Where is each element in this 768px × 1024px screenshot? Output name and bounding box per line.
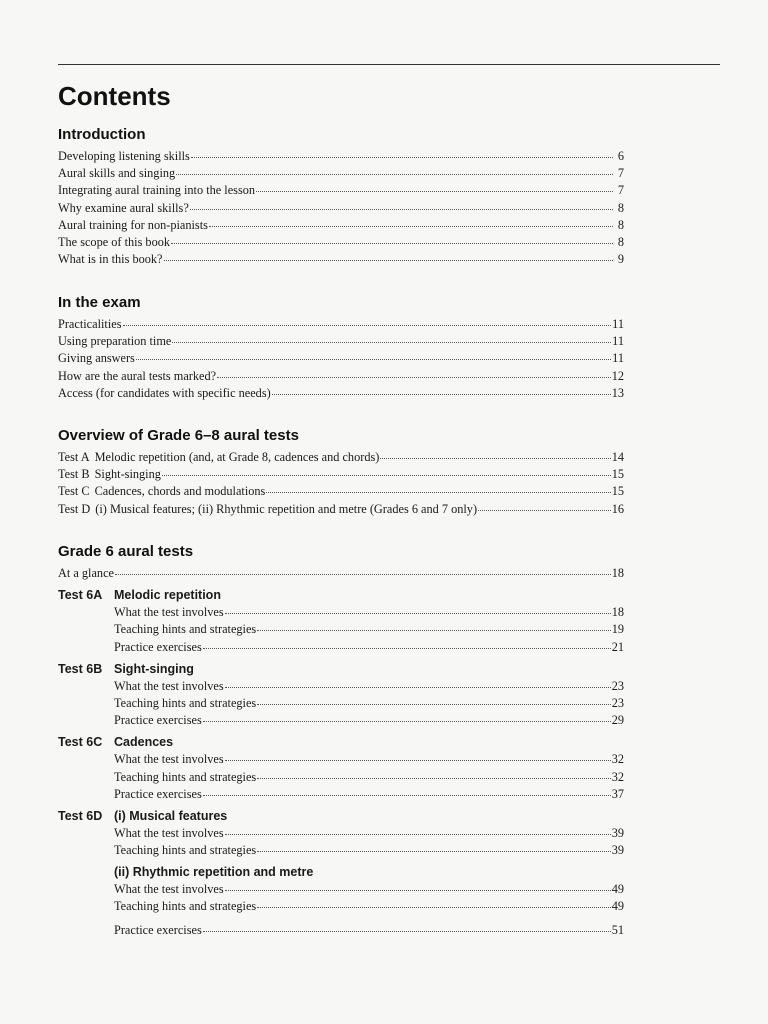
- toc-entry-label: [58, 449, 379, 466]
- toc-entry-label: [58, 501, 477, 518]
- toc-entry-label: Teaching hints and strategies: [114, 695, 257, 710]
- toc-entry-label: Developing listening skills: [58, 149, 190, 163]
- toc-entry-page: 19: [611, 622, 624, 637]
- leader-dots: [217, 376, 611, 378]
- toc-entry-page: 15: [611, 467, 624, 482]
- toc-entry-page: 32: [611, 769, 624, 784]
- section-heading: Overview of Grade 6–8 aural tests: [58, 427, 299, 444]
- leader-dots: [209, 225, 613, 227]
- test-code: Test C: [58, 484, 90, 499]
- toc-entry-page: 51: [611, 922, 624, 937]
- toc-entry[interactable]: [58, 350, 624, 367]
- toc-entry-page: 39: [611, 843, 624, 858]
- toc-entry-page: 37: [611, 786, 624, 801]
- toc-entry-label: Why examine aural skills?: [58, 200, 189, 215]
- leader-dots: [225, 759, 611, 761]
- toc-entry[interactable]: [58, 621, 624, 638]
- test-heading: [58, 586, 624, 604]
- toc-entry[interactable]: [58, 786, 624, 803]
- toc-entry-label: Teaching hints and strategies: [114, 622, 257, 637]
- leader-dots: [257, 703, 610, 705]
- toc-entry-label: Practicalities: [58, 317, 122, 331]
- toc-entry-label: Integrating aural training into the lesson: [58, 183, 256, 198]
- toc-entry-page: 18: [611, 605, 624, 620]
- toc-entry[interactable]: [58, 842, 624, 859]
- toc-entry-label: How are the aural tests marked?: [58, 368, 217, 383]
- toc-entry[interactable]: [58, 148, 624, 165]
- leader-dots: [225, 612, 611, 614]
- test-name: Cadences: [114, 735, 174, 750]
- section-in-the-exam: [58, 293, 624, 402]
- toc-entry[interactable]: [58, 769, 624, 786]
- page-title: Contents: [58, 81, 171, 111]
- toc-entry-label: Aural training for non-pianists: [58, 217, 208, 232]
- leader-dots: [257, 850, 610, 852]
- leader-dots: [191, 156, 613, 158]
- leader-dots: [123, 324, 612, 326]
- toc-entry-label: Practice exercises: [114, 639, 202, 654]
- toc-entry[interactable]: [58, 825, 624, 842]
- leader-dots: [203, 794, 611, 796]
- leader-dots: [225, 686, 611, 688]
- toc-entry-page: 13: [611, 385, 624, 400]
- section-heading: Grade 6 aural tests: [58, 543, 194, 560]
- leader-dots: [380, 457, 610, 459]
- toc-entry-page: 15: [611, 484, 624, 499]
- test-code: Test B: [58, 467, 90, 482]
- toc-entry-page: 16: [611, 501, 624, 516]
- test-heading: [58, 807, 624, 825]
- toc-entry-page: 21: [611, 639, 624, 654]
- test-id: Test 6D: [58, 808, 103, 823]
- toc-entry[interactable]: [58, 898, 624, 915]
- section-introduction: [58, 125, 624, 268]
- section-grade-6: [58, 542, 624, 939]
- toc-entry[interactable]: [58, 881, 624, 898]
- test-id: Test 6C: [58, 735, 103, 750]
- toc-entry-label: What the test involves: [114, 752, 224, 767]
- toc-entry[interactable]: [58, 165, 624, 182]
- leader-dots: [162, 474, 611, 476]
- leader-dots: [203, 930, 611, 932]
- toc-entry[interactable]: [58, 217, 624, 234]
- test-name: Sight-singing: [114, 661, 194, 676]
- toc-entry-label: What the test involves: [114, 825, 224, 840]
- toc-entry-label: What the test involves: [114, 678, 224, 693]
- test-code: Test D: [58, 501, 91, 516]
- toc-entry-page: 9: [617, 252, 624, 267]
- toc-entry-page: 12: [611, 368, 624, 383]
- toc-entry[interactable]: [58, 316, 624, 333]
- toc-entry[interactable]: [58, 333, 624, 350]
- toc-entry-label: [58, 483, 265, 500]
- toc-entry[interactable]: [58, 182, 624, 199]
- toc-entry-label: Practice exercises: [114, 786, 202, 801]
- toc-entry[interactable]: [58, 234, 624, 251]
- toc-entry-label: What the test involves: [114, 605, 224, 620]
- toc-entry-label: [58, 466, 161, 483]
- toc-entry[interactable]: [58, 501, 624, 518]
- test-name: Melodic repetition: [114, 588, 221, 603]
- toc-entry-page: 8: [617, 234, 624, 249]
- toc-entry-page: 23: [611, 678, 624, 693]
- toc-entry[interactable]: [58, 368, 624, 385]
- top-rule: [58, 64, 720, 65]
- toc-entry[interactable]: [58, 639, 624, 656]
- toc-entry-label: Practice exercises: [114, 922, 202, 937]
- leader-dots: [257, 777, 610, 779]
- toc-entry-page: 29: [611, 713, 624, 728]
- toc-entry-label: Teaching hints and strategies: [114, 899, 257, 914]
- toc-entry-page: 32: [611, 752, 624, 767]
- test-heading: [58, 660, 624, 678]
- toc-entry-label: Using preparation time: [58, 334, 172, 349]
- toc-entry[interactable]: [58, 200, 624, 217]
- leader-dots: [256, 190, 613, 192]
- toc-entry-page: 7: [617, 166, 624, 181]
- leader-dots: [225, 889, 611, 891]
- toc-entry-page: 18: [611, 566, 624, 580]
- toc-entry-label: Access (for candidates with specific needs): [58, 385, 271, 400]
- toc-entry-page: 8: [617, 217, 624, 232]
- toc-entry[interactable]: [58, 695, 624, 712]
- test-heading: [58, 733, 624, 751]
- toc-entry[interactable]: [58, 922, 624, 939]
- leader-dots: [176, 173, 613, 175]
- toc-entry-label: At a glance: [58, 566, 114, 580]
- toc-entry[interactable]: [58, 385, 624, 402]
- toc-entry-page: 11: [612, 317, 624, 331]
- toc-entry-label: Teaching hints and strategies: [114, 769, 257, 784]
- toc-entry[interactable]: [58, 565, 624, 582]
- toc-entry-page: 49: [611, 899, 624, 914]
- toc-entry-label: What is in this book?: [58, 252, 163, 267]
- toc-entry-label: Giving answers: [58, 351, 135, 366]
- toc-entry[interactable]: [58, 751, 624, 768]
- leader-dots: [272, 393, 611, 395]
- leader-dots: [257, 906, 610, 908]
- section-heading: Introduction: [58, 126, 146, 143]
- test-id: Test 6A: [58, 588, 103, 603]
- toc-entry-label: Aural skills and singing: [58, 166, 176, 181]
- toc-entry-page: 7: [617, 183, 624, 198]
- section-heading: In the exam: [58, 294, 141, 311]
- test-title: Cadences, chords and modulations: [94, 484, 266, 499]
- leader-dots: [136, 358, 611, 360]
- leader-dots: [266, 491, 610, 493]
- toc-entry-label: Teaching hints and strategies: [114, 843, 257, 858]
- toc-entry-page: 14: [611, 450, 624, 464]
- leader-dots: [225, 833, 611, 835]
- toc-entry[interactable]: [58, 678, 624, 695]
- subtest-heading: (ii) Rhythmic repetition and metre: [114, 865, 314, 880]
- leader-dots: [172, 341, 611, 343]
- leader-dots: [171, 242, 613, 244]
- test-title: Melodic repetition (and, at Grade 8, cadences and chords): [94, 450, 380, 464]
- toc-entry-page: 49: [611, 882, 624, 897]
- leader-dots: [190, 208, 613, 210]
- toc-entry[interactable]: [58, 449, 624, 466]
- leader-dots: [257, 629, 610, 631]
- toc-entry[interactable]: [58, 466, 624, 483]
- toc-entry-page: 39: [611, 825, 624, 840]
- test-title: Sight-singing: [94, 467, 161, 482]
- toc-entry-page: 23: [611, 695, 624, 710]
- test-code: Test A: [58, 450, 90, 464]
- toc-entry[interactable]: [58, 483, 624, 500]
- section-overview: [58, 426, 624, 518]
- toc-entry[interactable]: [58, 604, 624, 621]
- toc-entry[interactable]: [58, 251, 624, 268]
- leader-dots: [203, 720, 611, 722]
- toc-entry-label: The scope of this book: [58, 234, 171, 249]
- test-title: (i) Musical features; (ii) Rhythmic repetition and metre (Grades 6 and 7 only): [95, 501, 478, 516]
- leader-dots: [478, 509, 611, 511]
- toc-entry-page: 6: [617, 149, 624, 163]
- toc-entry-page: 8: [617, 200, 624, 215]
- test-id: Test 6B: [58, 661, 103, 676]
- toc-entry-label: What the test involves: [114, 882, 224, 897]
- toc-entry-label: Practice exercises: [114, 713, 202, 728]
- toc-entry[interactable]: [58, 712, 624, 729]
- toc-entry-page: 11: [612, 351, 624, 366]
- leader-dots: [203, 647, 611, 649]
- test-name: (i) Musical features: [114, 808, 228, 823]
- leader-dots: [164, 259, 613, 261]
- leader-dots: [115, 573, 611, 575]
- toc-entry-page: 11: [612, 334, 624, 349]
